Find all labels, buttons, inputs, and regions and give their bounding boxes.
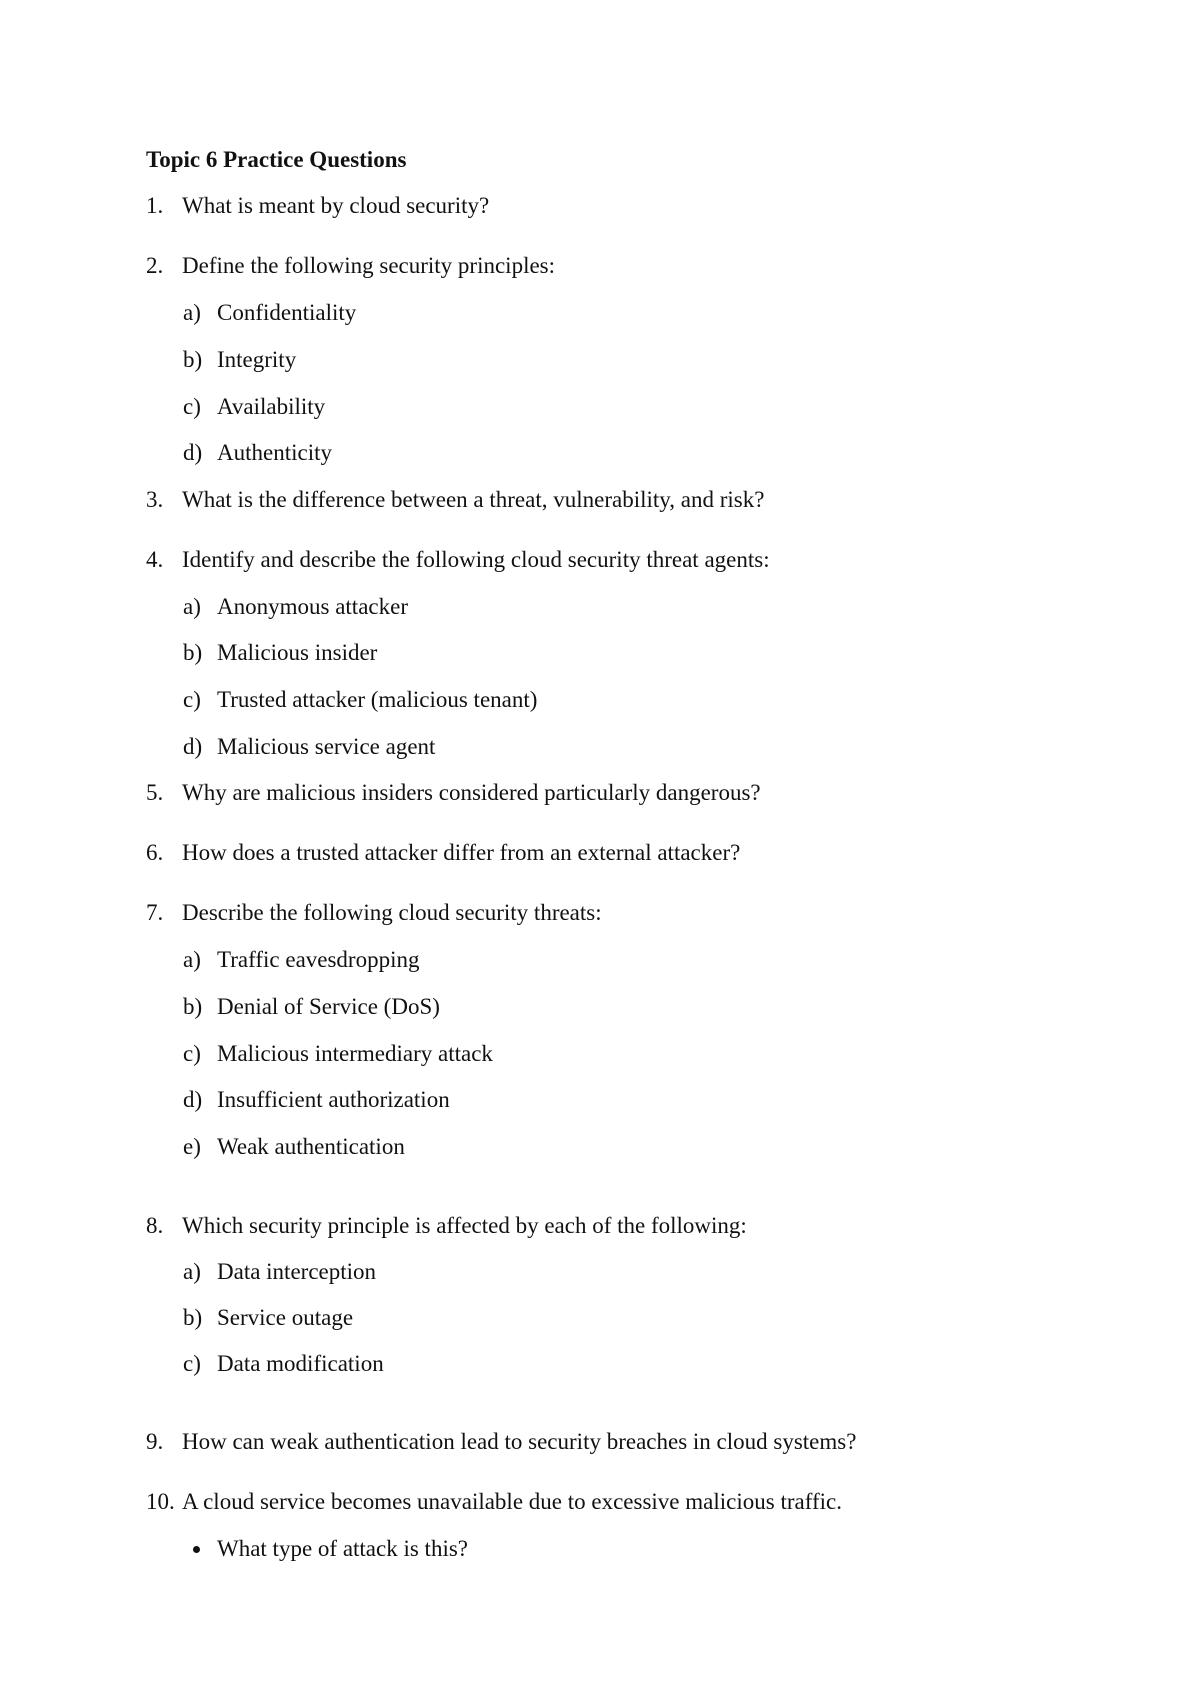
sub-item — [183, 946, 983, 974]
sub-item-text: Malicious service agent — [217, 734, 436, 759]
sub-item — [183, 1304, 983, 1332]
question-number: 9. — [146, 1429, 164, 1454]
sub-item — [183, 593, 983, 621]
sub-item-label: a) — [183, 300, 201, 325]
question-text: Define the following security principles: — [182, 253, 556, 278]
bullet-text: What type of attack is this? — [217, 1536, 469, 1561]
question-number: 5. — [146, 780, 164, 805]
sub-item — [183, 1086, 983, 1114]
sub-item — [183, 393, 983, 421]
question-text: What is the difference between a threat, vulnerability, and risk? — [182, 487, 765, 512]
sub-item-label: b) — [183, 1305, 203, 1330]
question-number: 3. — [146, 487, 164, 512]
sub-item-label: b) — [183, 347, 203, 372]
question-2 — [146, 252, 1046, 280]
question-7 — [146, 899, 1046, 927]
bullet-icon — [193, 1546, 200, 1553]
sub-item-text: Confidentiality — [217, 300, 357, 325]
sub-item-text: Integrity — [217, 347, 297, 372]
question-text: Why are malicious insiders considered particularly dangerous? — [182, 780, 761, 805]
question-5 — [146, 779, 1046, 807]
sub-item-text: Data interception — [217, 1259, 377, 1284]
question-text: A cloud service becomes unavailable due to excessive malicious traffic. — [182, 1489, 842, 1514]
sub-item-text: Weak authentication — [217, 1134, 405, 1159]
sub-item — [183, 686, 983, 714]
question-number: 6. — [146, 840, 164, 865]
sub-item-label: a) — [183, 1259, 201, 1284]
bullet-item — [183, 1535, 983, 1563]
sub-item — [183, 1350, 983, 1378]
sub-item — [183, 993, 983, 1021]
question-3 — [146, 486, 1046, 514]
sub-item-text: Data modification — [217, 1351, 384, 1376]
question-number: 10. — [146, 1489, 175, 1514]
sub-item-label: d) — [183, 1087, 203, 1112]
sub-item-text: Denial of Service (DoS) — [217, 994, 440, 1019]
sub-item-label: d) — [183, 440, 203, 465]
question-10 — [146, 1488, 1096, 1516]
sub-item-label: c) — [183, 394, 201, 419]
sub-item — [183, 299, 983, 327]
sub-item — [183, 1040, 983, 1068]
question-number: 4. — [146, 547, 164, 572]
question-8 — [146, 1212, 1046, 1240]
question-number: 1. — [146, 193, 164, 218]
question-text: Identify and describe the following cloud security threat agents: — [182, 547, 770, 572]
sub-item — [183, 439, 983, 467]
question-1 — [146, 192, 1046, 220]
question-number: 8. — [146, 1213, 164, 1238]
sub-item-text: Authenticity — [217, 440, 332, 465]
question-4 — [146, 546, 1046, 574]
sub-item-text: Malicious insider — [217, 640, 378, 665]
sub-item-label: c) — [183, 1351, 201, 1376]
sub-item-text: Availability — [217, 394, 326, 419]
sub-item-label: a) — [183, 947, 201, 972]
question-text: How can weak authentication lead to security breaches in cloud systems? — [182, 1429, 857, 1454]
sub-item-label: c) — [183, 687, 201, 712]
sub-item — [183, 346, 983, 374]
sub-item-text: Trusted attacker (malicious tenant) — [217, 687, 538, 712]
question-9 — [146, 1428, 1096, 1456]
document-title: Topic 6 Practice Questions — [146, 147, 407, 172]
question-6 — [146, 839, 1046, 867]
sub-item-label: b) — [183, 640, 203, 665]
sub-item-label: e) — [183, 1134, 201, 1159]
sub-item-text: Traffic eavesdropping — [217, 947, 420, 972]
sub-item — [183, 1133, 983, 1161]
sub-item-label: d) — [183, 734, 203, 759]
sub-item-label: b) — [183, 994, 203, 1019]
question-text: How does a trusted attacker differ from an external attacker? — [182, 840, 741, 865]
sub-item-label: c) — [183, 1041, 201, 1066]
sub-item-text: Insufficient authorization — [217, 1087, 450, 1112]
question-text: Describe the following cloud security threats: — [182, 900, 602, 925]
question-text: What is meant by cloud security? — [182, 193, 490, 218]
sub-item-text: Anonymous attacker — [217, 594, 408, 619]
sub-item — [183, 1258, 983, 1286]
sub-item-text: Malicious intermediary attack — [217, 1041, 493, 1066]
sub-item — [183, 733, 983, 761]
sub-item — [183, 639, 983, 667]
question-number: 7. — [146, 900, 164, 925]
question-text: Which security principle is affected by each of the following: — [182, 1213, 747, 1238]
sub-item-label: a) — [183, 594, 201, 619]
sub-item-text: Service outage — [217, 1305, 354, 1330]
question-number: 2. — [146, 253, 164, 278]
